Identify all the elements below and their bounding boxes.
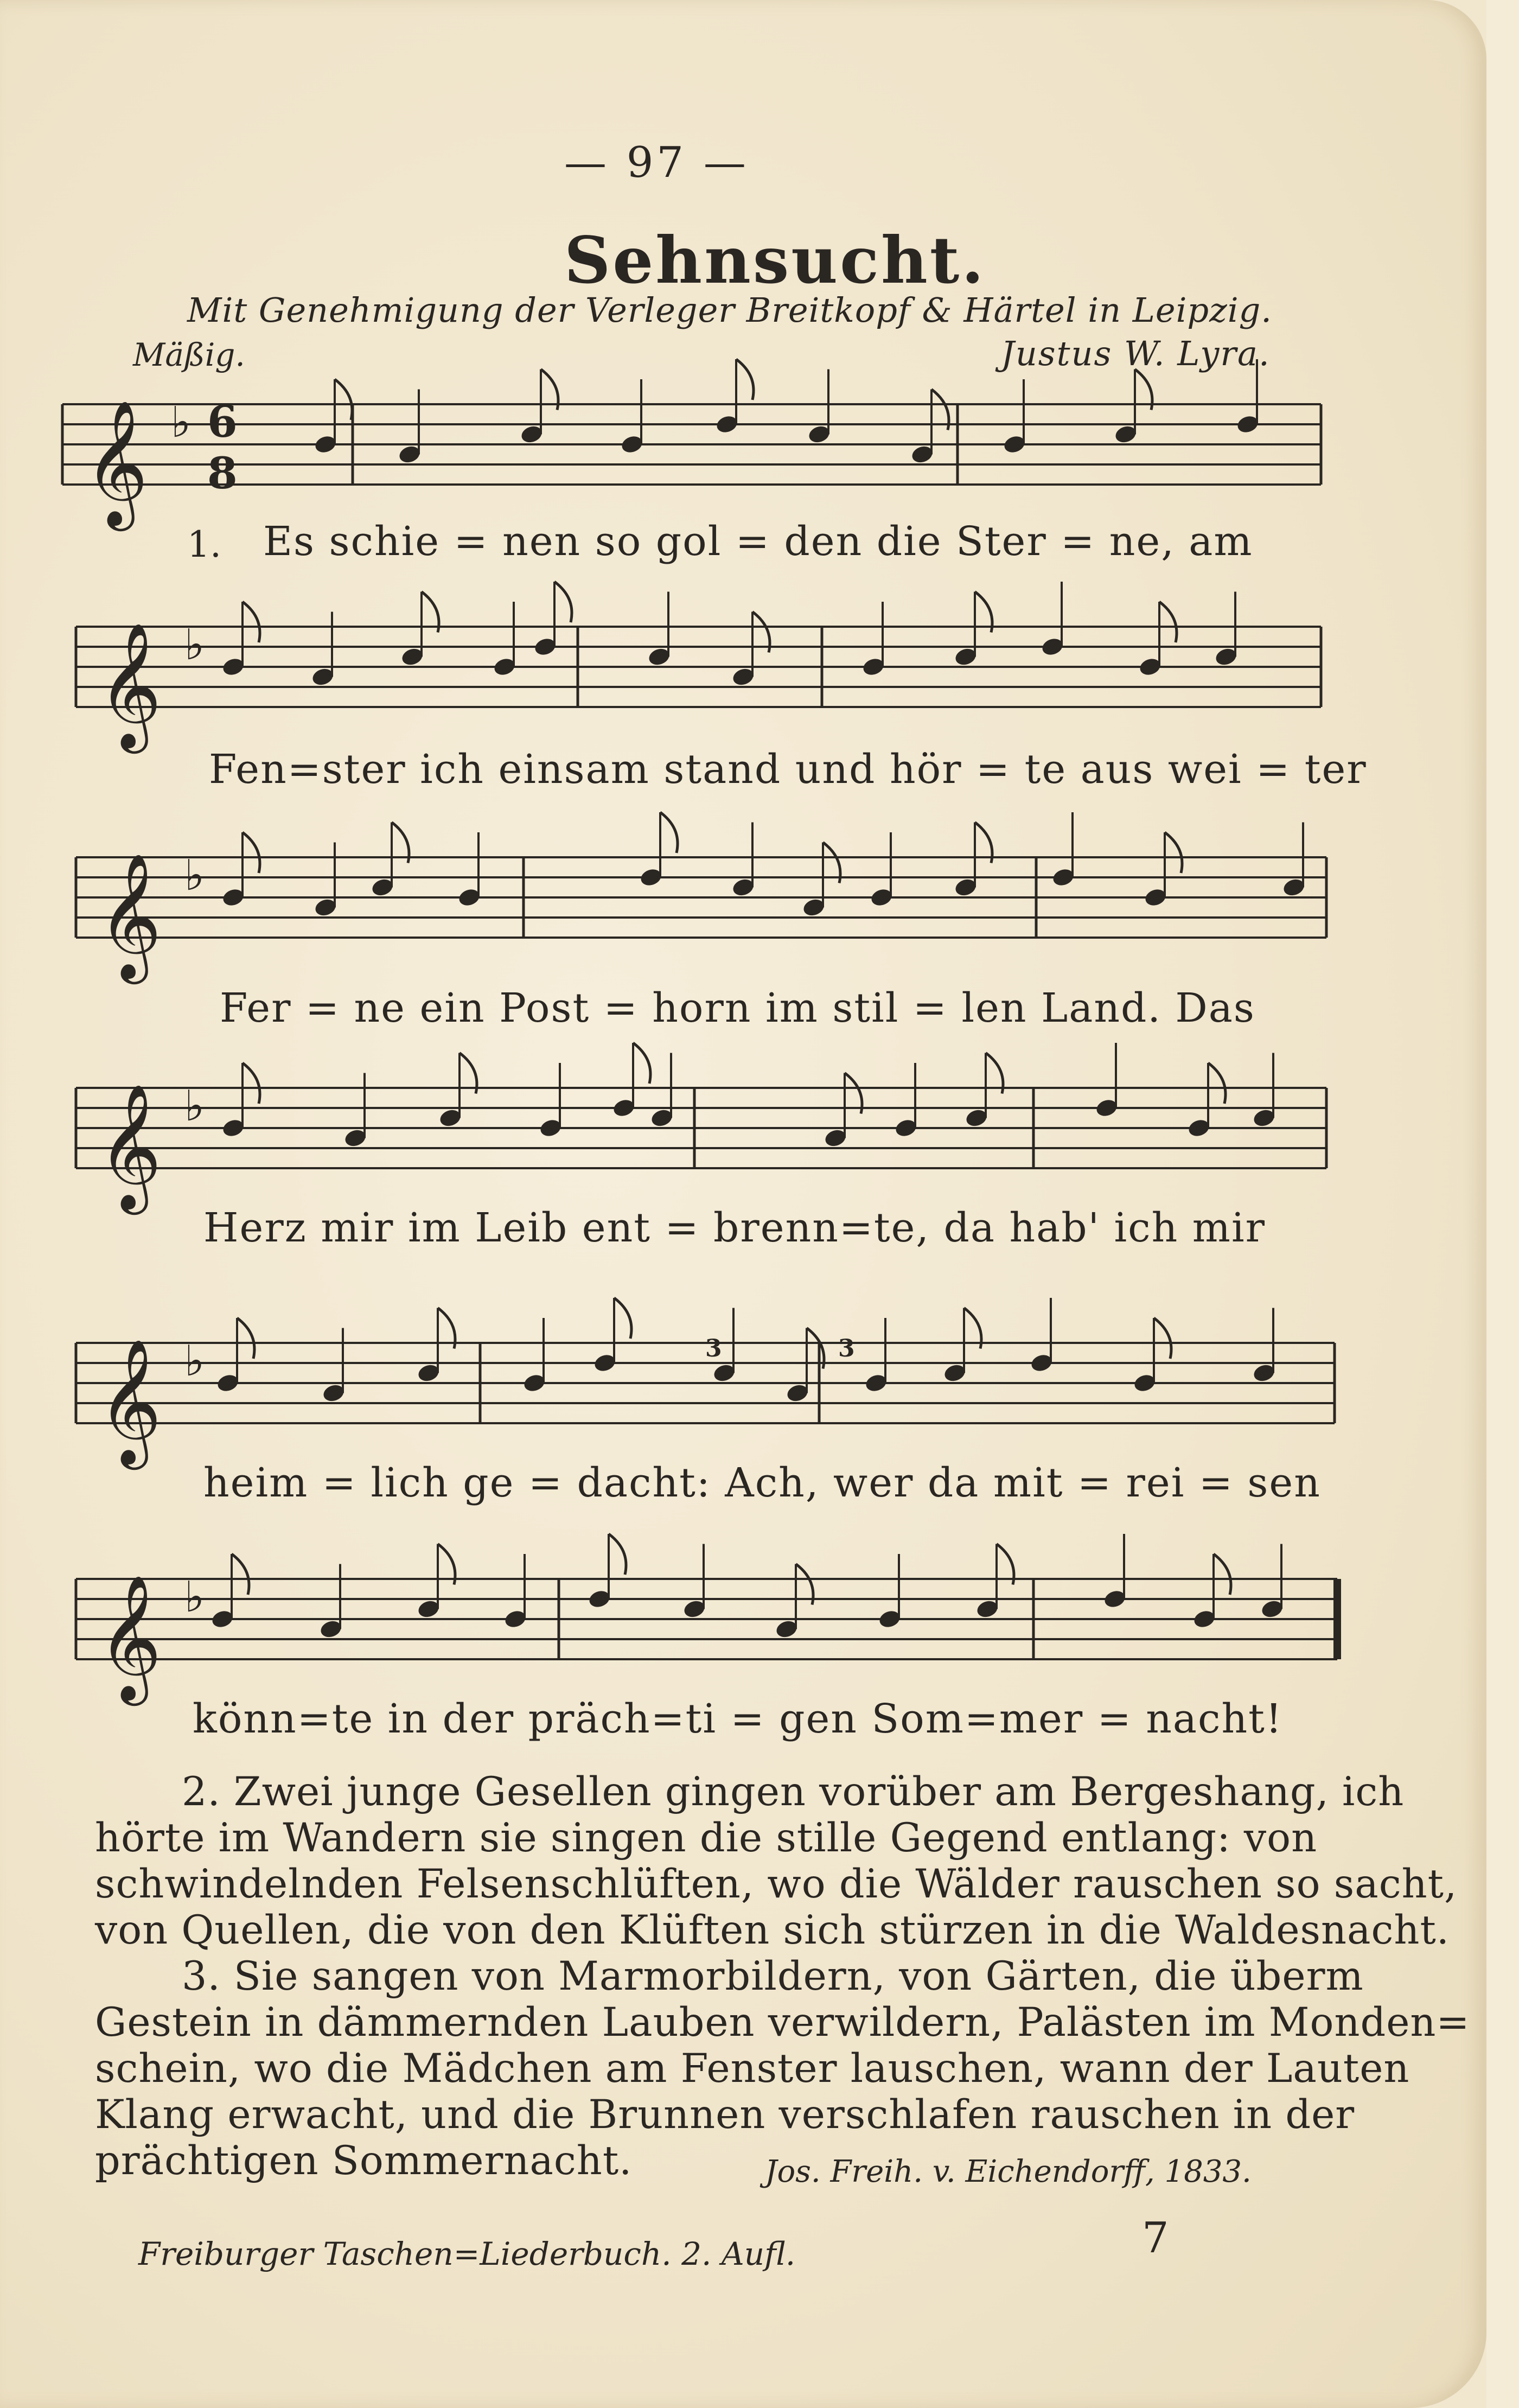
treble-clef-icon: 𝄞 — [98, 1574, 162, 1700]
note-flag — [1214, 1554, 1231, 1595]
flat-sign-icon: ♭ — [184, 1573, 205, 1622]
note-flag — [736, 359, 754, 400]
note-flag — [609, 1534, 626, 1575]
stanza-line: schwindelnden Felsenschlüften, wo die Wälder rauschen so sacht, — [95, 1861, 1458, 1907]
note-flag — [1154, 1318, 1171, 1359]
note-flag — [232, 1554, 249, 1595]
note-flag — [614, 1298, 631, 1339]
treble-clef-icon: 𝄞 — [98, 622, 162, 748]
flat-sign-icon: ♭ — [184, 621, 205, 670]
stanza-line: schein, wo die Mädchen am Fenster lauschen, wann der Lauten — [95, 2046, 1410, 2092]
page-number: — 97 — — [564, 138, 749, 187]
flat-sign-icon: ♭ — [184, 1082, 205, 1131]
triplet-mark-1: 3 — [705, 1335, 722, 1362]
stanza-line: Gestein in dämmernden Lauben verwildern, Palästen im Monden= — [95, 1999, 1470, 2046]
lyric-line-3: Fer = ne ein Post = horn im stil = len Land. Das — [220, 985, 1255, 1031]
stanza-line: hörte im Wandern sie singen die stille Gegend entlang: von — [95, 1815, 1318, 1861]
note-flag — [242, 1063, 260, 1104]
verse-number: 1. — [187, 524, 221, 565]
note-flag — [660, 812, 678, 853]
stanza-line: 3. Sie sangen von Marmorbildern, von Gärten, die überm — [182, 1953, 1364, 1999]
treble-clef-icon: 𝄞 — [98, 852, 162, 979]
lyric-line-6: könn=te in der präch=ti = gen Som=mer = nacht! — [193, 1696, 1283, 1742]
flat-sign-icon: ♭ — [184, 1337, 205, 1386]
time-signature-top: 6 — [207, 396, 238, 447]
time-signature-bottom: 8 — [207, 448, 238, 499]
note-flag — [335, 379, 352, 420]
note-flag — [237, 1318, 254, 1359]
treble-clef-icon: 𝄞 — [84, 399, 149, 526]
stanza-line: prächtigen Sommernacht. — [95, 2138, 633, 2184]
flat-sign-icon: ♭ — [184, 851, 205, 900]
note-flag — [1159, 602, 1177, 642]
lyric-line-5: heim = lich ge = dacht: Ach, wer da mit = rei = sen — [203, 1460, 1321, 1506]
lyric-line-4: Herz mir im Leib ent = brenn=te, da hab' ich mir — [203, 1205, 1266, 1251]
treble-clef-icon: 𝄞 — [98, 1338, 162, 1464]
stanza-line: 2. Zwei junge Gesellen gingen vorüber am Bergeshang, ich — [182, 1769, 1405, 1815]
tempo-marking: Mäßig. — [133, 336, 245, 373]
sheet-number: 7 — [1142, 2214, 1169, 2263]
book-footer: Freiburger Taschen=Liederbuch. 2. Aufl. — [138, 2235, 796, 2272]
poet-credit: Jos. Freih. v. Eichendorff, 1833. — [765, 2154, 1252, 2189]
note-flag — [633, 1043, 650, 1084]
note-flag — [1208, 1063, 1226, 1104]
note-flag — [242, 832, 260, 873]
composer-credit: Justus W. Lyra. — [1001, 334, 1271, 373]
triplet-mark-2: 3 — [838, 1335, 855, 1362]
stanza-line: von Quellen, die von den Klüften sich stürzen in die Waldesnacht. — [95, 1907, 1450, 1953]
song-title: Sehnsucht. — [564, 222, 986, 298]
stanza-line: Klang erwacht, und die Brunnen verschlafen rauschen in der — [95, 2092, 1355, 2138]
note-flag — [554, 582, 572, 622]
permission-note: Mit Genehmigung der Verleger Breitkopf & Härtel in Leipzig. — [187, 290, 1272, 330]
flat-sign-icon: ♭ — [171, 398, 191, 447]
note-flag — [242, 602, 260, 642]
treble-clef-icon: 𝄞 — [98, 1083, 162, 1209]
note-flag — [1165, 832, 1182, 873]
lyric-line-2: Fen=ster ich einsam stand und hör = te aus wei = ter — [209, 746, 1367, 793]
lyric-line-1: Es schie = nen so gol = den die Ster = ne, am — [263, 518, 1253, 565]
